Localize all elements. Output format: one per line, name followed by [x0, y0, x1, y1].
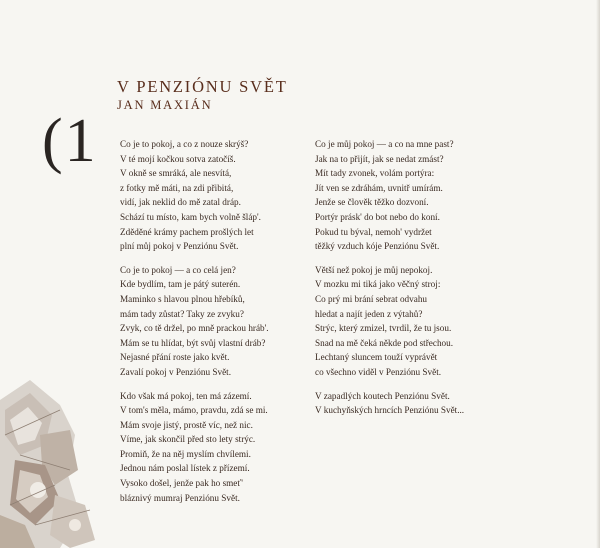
lyric-line: Jít ven se zdráhám, uvnitř umírám.: [315, 182, 443, 193]
lyric-line: Jenže se člověk těžko dozvoní.: [315, 197, 429, 208]
lyric-line: Vysoko došel, jenže pak ho smeť': [120, 478, 243, 489]
lyric-line: V tom's měla, mámo, pravdu, zdá se mi.: [120, 405, 268, 416]
lyric-line: Co prý mi brání sebrat odvahu: [315, 293, 428, 304]
lyric-line: Nejasné přání roste jako květ.: [120, 352, 230, 363]
lyric-line: Pokud tu býval, nemoh' vydržet: [315, 226, 432, 237]
lyric-line: Co je můj pokoj — a co na mne past?: [315, 139, 454, 149]
lyric-line: Kdo však má pokoj, ten má zázemí.: [120, 390, 252, 401]
lyric-line: Zvyk, co tě držel, po mně prackou hráb'.: [120, 323, 269, 334]
lyric-line: Jednou nám poslal lístek z přízemí.: [120, 463, 250, 474]
stanza: [315, 263, 505, 380]
lyric-line: Mám svoje jistý, prostě víc, než nic.: [120, 419, 253, 430]
lyric-line: V zapadlých koutech Penziónu Svět.: [315, 390, 450, 401]
lyric-line: Maminko s hlavou plnou hřebíků,: [120, 293, 245, 304]
lyric-line: těžký vzduch kóje Penziónu Svět.: [315, 241, 440, 252]
page-edge-shadow: [596, 0, 600, 548]
lyric-line: Lechtaný sluncem touží vyprávět: [315, 352, 438, 363]
lyric-line: z fotky mě máti, na zdi přibitá,: [120, 182, 234, 193]
song-number: (1: [42, 107, 98, 175]
lyric-line: Víme, jak skončil před sto lety strýc.: [120, 434, 256, 445]
lyric-line: Zavalí pokoj v Penziónu Svět.: [120, 366, 231, 377]
lyric-line: Větší než pokoj je můj nepokoj.: [315, 264, 433, 275]
lyric-line: V kuchyňských hrncích Penziónu Svět...: [315, 405, 465, 416]
song-author: JAN MAXIÁN: [117, 98, 213, 112]
lyric-line: vidí, jak neklid do mě zatal dráp.: [120, 197, 241, 208]
lyric-line: Strýc, který zmizel, tvrdil, že tu jsou.: [315, 323, 452, 334]
lyric-line: Schází tu místo, kam bych volně šláp'.: [120, 211, 261, 222]
stanza: [315, 137, 505, 254]
lyric-line: Promiň, že na něj myslím chvílemi.: [120, 448, 251, 459]
lyric-line: Mít tady zvonek, volám portýra:: [315, 168, 435, 179]
lyric-line: Mám se tu hlídat, být svůj vlastní dráb?: [120, 337, 266, 348]
lyrics-column-right: [315, 137, 505, 427]
stanza: [315, 389, 505, 418]
stanza: [120, 137, 310, 254]
lyric-line: Zděděné krámy pachem prošlých let: [120, 226, 254, 237]
architectural-collage-illustration: [0, 375, 110, 548]
lyric-line: plní můj pokoj v Penziónu Svět.: [120, 241, 239, 252]
lyrics-column-left: [120, 137, 310, 514]
lyric-line: co všechno viděl v Penziónu Svět.: [315, 366, 442, 377]
stanza: [120, 263, 310, 380]
lyric-line: hledat a najít jeden z výtahů?: [315, 308, 423, 319]
lyric-line: Kde bydlím, tam je pátý suterén.: [120, 279, 241, 290]
lyric-line: Snad na mě čeká někde pod střechou.: [315, 337, 454, 348]
lyric-line: V té mojí kočkou sotva zatočíš.: [120, 153, 236, 164]
lyric-line: V mozku mi tiká jako věčný stroj:: [315, 279, 441, 290]
lyric-line: Co je to pokoj — a co celá jen?: [120, 264, 236, 275]
lyric-line: V okně se smráká, ale nesvítá,: [120, 168, 232, 179]
song-title: V PENZIÓNU SVĚT: [117, 77, 288, 96]
lyric-line: Jak na to přijít, jak se nedat zmást?: [315, 153, 444, 164]
lyric-line: bláznivý mumraj Penziónu Svět.: [120, 492, 240, 503]
stanza: [120, 389, 310, 506]
lyric-line: Co je to pokoj, a co z nouze skrýš?: [120, 139, 249, 149]
lyric-line: Portýr prásk' do bot nebo do koní.: [315, 211, 440, 222]
lyric-line: mám tady zůstat? Taky ze zvyku?: [120, 308, 244, 319]
